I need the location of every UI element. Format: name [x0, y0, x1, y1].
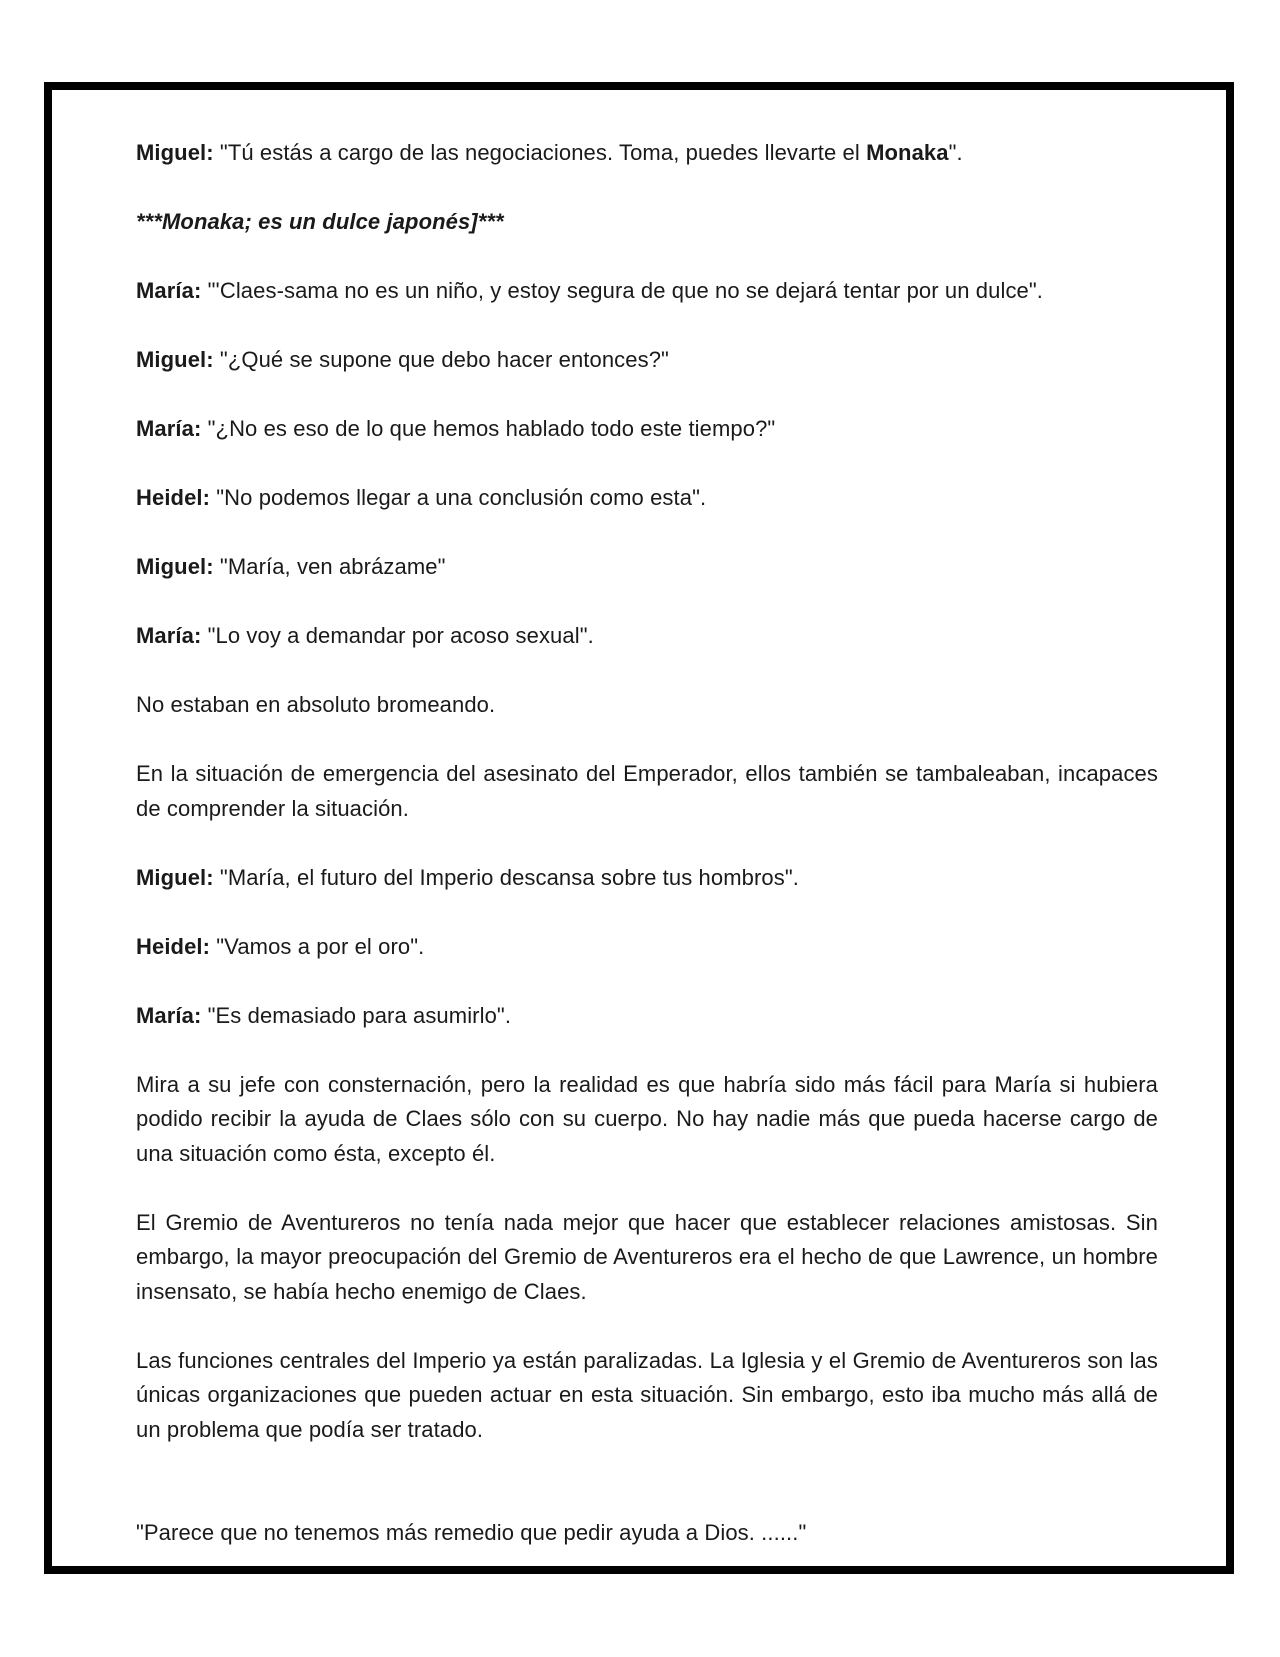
speaker-name: María:: [136, 278, 202, 303]
dialogue-text: "'Claes-sama no es un niño, y estoy segura de que no se dejará tentar por un dulce".: [201, 278, 1044, 303]
closing-quote: "Parece que no tenemos más remedio que pedir ayuda a Dios. ......": [136, 1520, 807, 1545]
dialogue-text: "María, el futuro del Imperio descansa sobre tus hombros".: [213, 864, 799, 890]
speaker-name: María:: [136, 1002, 202, 1028]
dialogue-text: "No podemos llegar a una conclusión como esta".: [210, 485, 707, 510]
speaker-name: María:: [136, 623, 202, 648]
speaker-name: Miguel:: [136, 864, 214, 890]
dialogue-line: [136, 136, 1158, 171]
document-body: [136, 136, 1158, 1551]
narration-paragraph: En la situación de emergencia del asesinato del Emperador, ellos también se tambaleaban, incapaces de comprender la situación.: [136, 761, 1158, 821]
translator-note: ***Monaka; es un dulce japonés]***: [136, 209, 504, 234]
dialogue-text: "Vamos a por el oro".: [210, 933, 425, 959]
dialogue-line: [136, 861, 1158, 896]
speaker-name: Heidel:: [136, 485, 211, 510]
emphasized-word: Monaka: [866, 140, 949, 165]
dialogue-text: "¿Qué se supone que debo hacer entonces?": [213, 347, 669, 372]
dialogue-line: [136, 619, 1158, 654]
dialogue-line: [136, 343, 1158, 378]
speaker-name: María:: [136, 416, 202, 441]
speaker-name: Heidel:: [136, 933, 211, 959]
dialogue-text: "Tú estás a cargo de las negociaciones. Toma, puedes llevarte el: [213, 140, 867, 165]
dialogue-line: [136, 999, 1158, 1034]
narration-paragraph: Las funciones centrales del Imperio ya están paralizadas. La Iglesia y el Gremio de Aventureros son las únicas organizaciones que pueden actuar en esta situación. Sin embargo, esto iba mucho más allá de un problema que podía ser tratado.: [136, 1347, 1158, 1442]
narration-paragraph: El Gremio de Aventureros no tenía nada mejor que hacer que establecer relaciones amistosas. Sin embargo, la mayor preocupación del Gremio de Aventureros era el hecho de que Lawrence, un hombre insensato, se había hecho enemigo de Claes.: [136, 1209, 1158, 1304]
dialogue-text: "Lo voy a demandar por acoso sexual".: [201, 623, 594, 648]
dialogue-line: [136, 412, 1158, 447]
dialogue-line: [136, 550, 1158, 585]
dialogue-text-end: ".: [948, 140, 963, 165]
dialogue-text: "María, ven abrázame": [213, 554, 446, 579]
dialogue-text: "Es demasiado para asumirlo".: [201, 1002, 512, 1028]
page-frame: [44, 82, 1234, 1574]
narration-paragraph: Mira a su jefe con consternación, pero la realidad es que habría sido más fácil para María si hubiera podido recibir la ayuda de Claes sólo con su cuerpo. No hay nadie más que pueda hacerse cargo de una situación como ésta, excepto él.: [136, 1071, 1158, 1166]
speaker-name: Miguel:: [136, 140, 214, 165]
dialogue-text: "¿No es eso de lo que hemos hablado todo este tiempo?": [201, 416, 776, 441]
dialogue-line: [136, 930, 1158, 965]
dialogue-line: [136, 481, 1158, 516]
narration-paragraph: No estaban en absoluto bromeando.: [136, 692, 496, 717]
dialogue-line: [136, 274, 1158, 309]
speaker-name: Miguel:: [136, 347, 214, 372]
speaker-name: Miguel:: [136, 554, 214, 579]
